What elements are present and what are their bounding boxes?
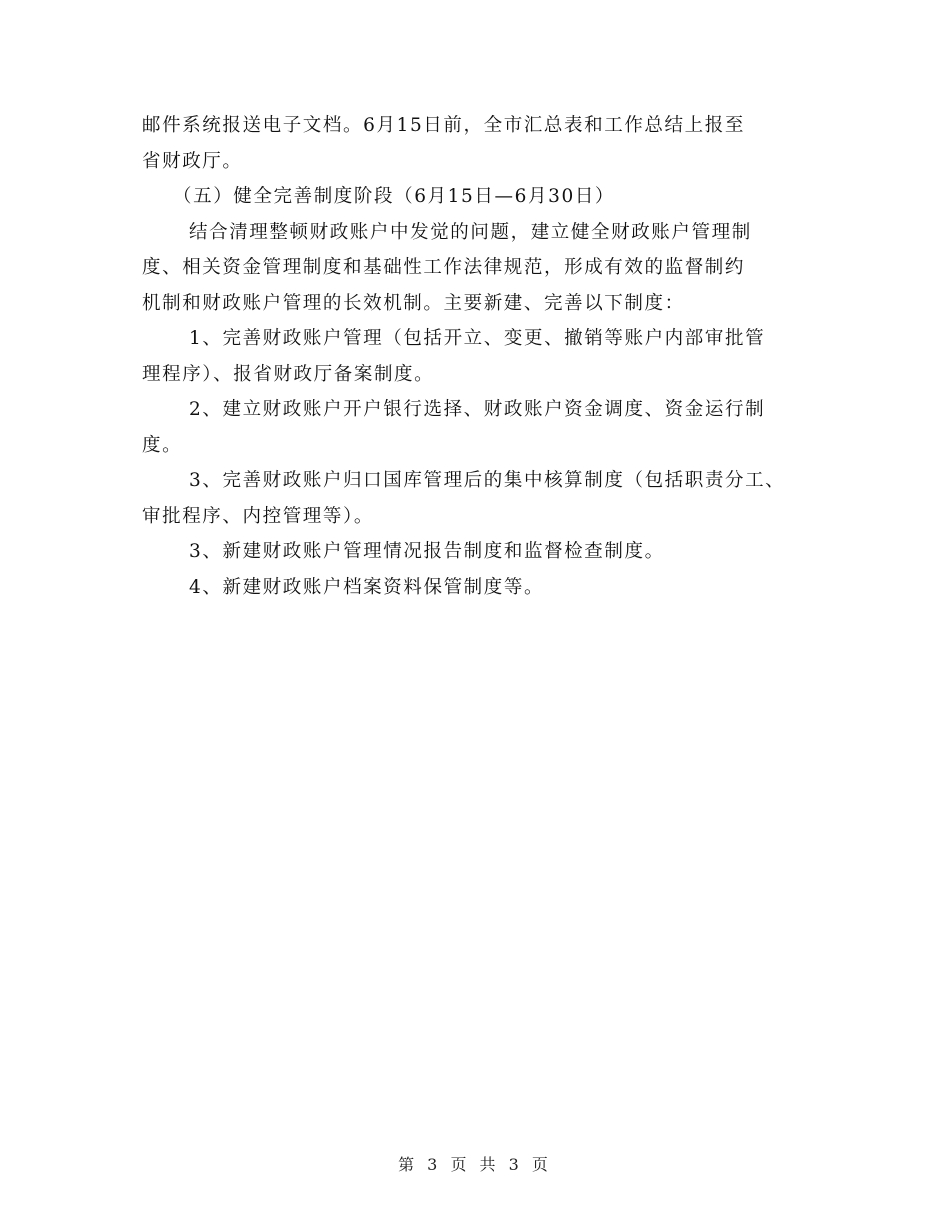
list-item-1-line-2: 理程序）、报省财政厅备案制度。 [142,363,435,385]
text-line-4: 结合清理整顿财政账户中发觉的问题，建立健全财政账户管理制 [189,221,752,243]
page-number-footer: 第 3 页 共 3 页 [398,1155,552,1174]
text-line-6: 机制和财政账户管理的长效机制。主要新建、完善以下制度： [142,292,685,314]
text-line-5: 度、相关资金管理制度和基础性工作法律规范，形成有效的监督制约 [142,257,746,278]
section-heading: （五）健全完善制度阶段（6月15日—6月30日） [173,186,616,207]
text-line-2: 省财政厅。 [142,150,243,172]
list-item-4: 3、新建财政账户管理情况报告制度和监督检查制度。 [189,541,665,562]
list-item-2-line-2: 度。 [142,434,183,456]
document-body [142,108,822,605]
list-item-5: 4、新建财政账户档案资料保管制度等。 [189,576,545,598]
list-item-3-line-1: 3、完善财政账户归口国库管理后的集中核算制度（包括职责分工、 [189,470,786,491]
list-item-2-line-1: 2、建立财政账户开户银行选择、财政账户资金调度、资金运行制 [189,399,766,420]
list-item-1-line-1: 1、完善财政账户管理（包括开立、变更、撤销等账户内部审批管 [189,328,766,349]
text-line-1: 邮件系统报送电子文档。6月15日前，全市汇总表和工作总结上报至 [142,115,745,136]
list-item-3-line-2: 审批程序、内控管理等）。 [142,505,374,527]
